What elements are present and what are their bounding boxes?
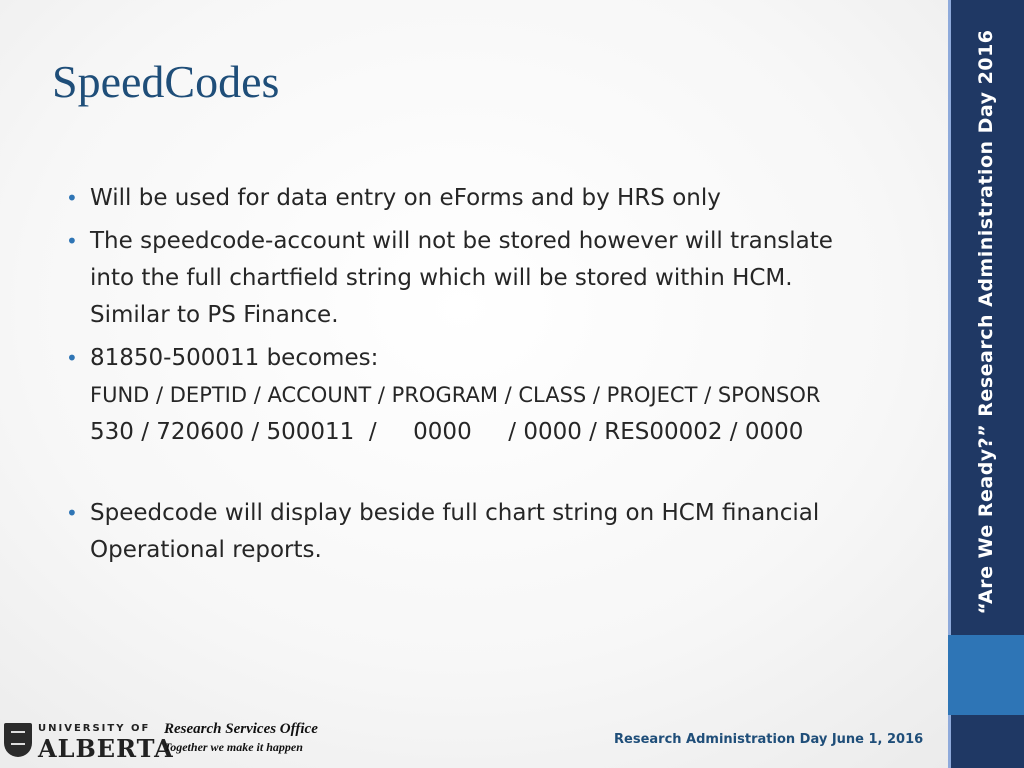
- chartfield-values: 530 / 720600 / 500011 / 0000 / 0000 / RES00002 / 0000: [90, 419, 804, 445]
- bullet-item: [62, 340, 932, 451]
- banner-vertical-text: “Are We Ready?” Research Administration Day 2016: [975, 29, 997, 615]
- bullet-dot-icon: •: [66, 346, 78, 370]
- bullet-item: [62, 180, 932, 217]
- footer-event: Research Administration Day June 1, 2016: [614, 732, 924, 747]
- slide-title: SpeedCodes: [52, 56, 280, 107]
- office-signature: [164, 721, 318, 755]
- logo-top-text: UNIVERSITY OF: [38, 723, 151, 734]
- banner-accent: [948, 635, 1024, 715]
- bullet-text: Similar to PS Finance.: [90, 302, 339, 328]
- bullet-text: Operational reports.: [90, 537, 322, 563]
- bullet-dot-icon: •: [66, 229, 78, 253]
- bullet-text: 81850-500011 becomes:: [90, 345, 379, 371]
- university-logo: [4, 721, 174, 763]
- bullet-dot-icon: •: [66, 501, 78, 525]
- office-name: Research Services Office: [164, 721, 318, 737]
- bullet-list: [62, 180, 932, 575]
- chartfield-names: FUND / DEPTID / ACCOUNT / PROGRAM / CLASS / PROJECT / SPONSOR: [90, 383, 821, 407]
- bullet-item: [62, 223, 932, 334]
- office-tagline: Together we make it happen: [164, 740, 303, 754]
- side-banner: [948, 0, 1024, 768]
- bullet-text: The speedcode-account will not be stored however will translate: [90, 228, 833, 254]
- bullet-dot-icon: •: [66, 186, 78, 210]
- bullet-text: Will be used for data entry on eForms and by HRS only: [90, 185, 721, 211]
- crest-icon: [4, 723, 32, 757]
- bullet-item: [62, 495, 932, 569]
- bullet-text: Speedcode will display beside full chart string on HCM financial: [90, 500, 820, 526]
- logo-bottom-text: ALBERTA: [38, 734, 174, 763]
- bullet-text: into the full chartfield string which will be stored within HCM.: [90, 265, 793, 291]
